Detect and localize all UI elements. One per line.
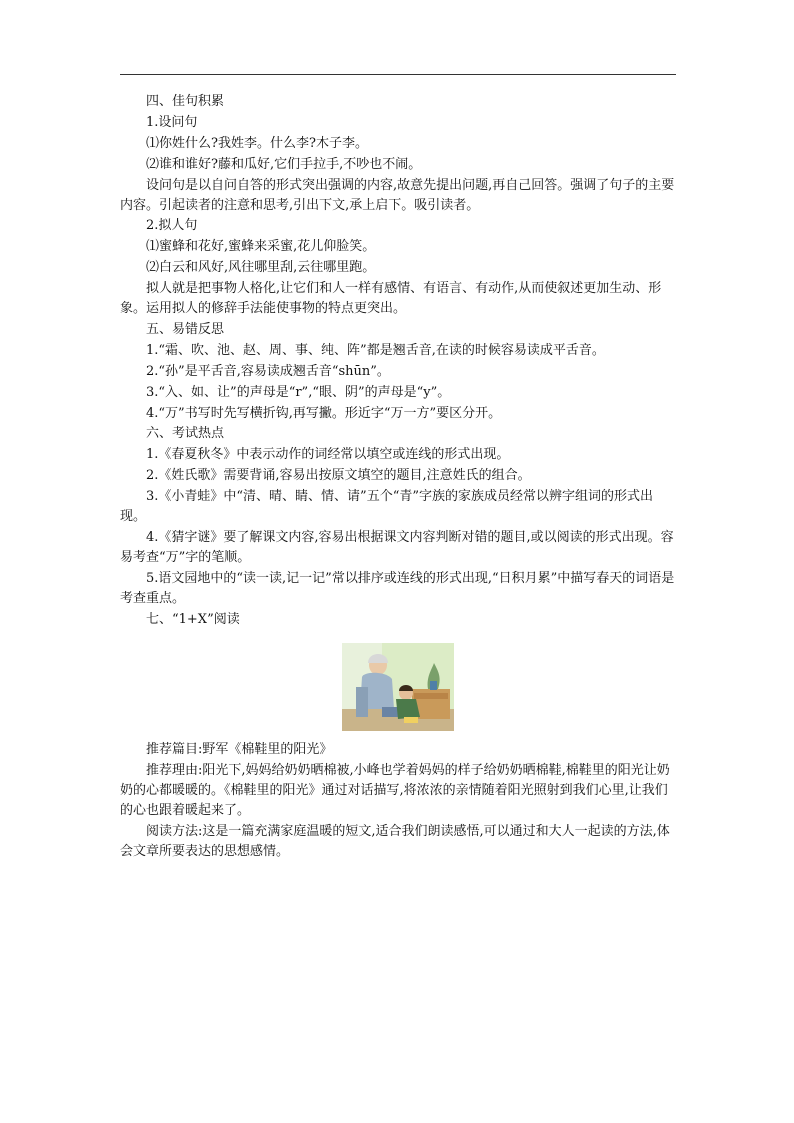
list-item: 4.“万”书写时先写横折钩,再写撇。形近字“万一方”要区分开。 [146, 405, 502, 421]
explanation-paragraph: 拟人就是把事物人格化,让它们和人一样有感情、有语言、有动作,从而使叙述更加生动、形象。运用拟人的修辞手法能使事物的特点更突出。 [120, 281, 662, 317]
recommended-title: 推荐篇目:野军《棉鞋里的阳光》 [146, 741, 333, 757]
section-heading-4: 四、佳句积累 [146, 94, 225, 109]
list-item: 1.《春夏秋冬》中表示动作的词经常以填空或连线的形式出现。 [146, 447, 510, 463]
reading-method: 阅读方法:这是一篇充满家庭温暖的短文,适合我们朗读感悟,可以通过和大人一起读的方法,体会文章所要表达的思想感情。 [120, 823, 670, 859]
recommend-reason: 推荐理由:阳光下,妈妈给奶奶晒棉被,小峰也学着妈妈的样子给奶奶晒棉鞋,棉鞋里的阳光让奶奶的心都暖暖的。《棉鞋里的阳光》通过对话描写,将浓浓的亲情随着阳光照射到我们心里,让我们的心也跟着暖起来了。 [120, 762, 670, 818]
list-item: 3.《小青蛙》中“清、晴、睛、情、请”五个“青”字族的家族成员经常以辨字组词的形式出现。 [120, 489, 653, 525]
section-heading-5: 五、易错反思 [146, 322, 225, 338]
list-item: 1.“霜、吹、池、赵、周、事、纯、阵”都是翘舌音,在读的时候容易读成平舌音。 [146, 342, 605, 358]
list-item: 5.语文园地中的“读一读,记一记”常以排序或连线的形式出现,“日积月累”中描写春天的词语是考查重点。 [120, 570, 675, 606]
illustration-grandma-and-child [342, 643, 454, 731]
subsection-title: 1.设问句 [146, 114, 198, 130]
header-rule [120, 74, 676, 75]
example-line: ⑴蜜蜂和花好,蜜蜂来采蜜,花儿仰脸笑。 [146, 239, 376, 255]
example-line: ⑵谁和谁好?藤和瓜好,它们手拉手,不吵也不闹。 [146, 156, 422, 172]
subsection-title: 2.拟人句 [146, 218, 198, 234]
list-item: 3.“入、如、让”的声母是“r”,“眼、阴”的声母是“y”。 [146, 384, 451, 400]
list-item: 2.“孙”是平舌音,容易读成翘舌音“shūn”。 [146, 363, 390, 379]
section-heading-7: 七、“1+X”阅读 [146, 611, 240, 627]
example-line: ⑴你姓什么?我姓李。什么李?木子李。 [146, 135, 368, 151]
example-line: ⑵白云和风好,风往哪里刮,云往哪里跑。 [146, 260, 376, 276]
explanation-paragraph: 设问句是以自问自答的形式突出强调的内容,故意先提出问题,再自己回答。强调了句子的主要内容。引起读者的注意和思考,引出下文,承上启下。吸引读者。 [120, 177, 675, 213]
list-item: 4.《猜字谜》要了解课文内容,容易出根据课文内容判断对错的题目,或以阅读的形式出现。容易考查“万”字的笔顺。 [120, 530, 674, 566]
list-item: 2.《姓氏歌》需要背诵,容易出按原文填空的题目,注意姓氏的组合。 [146, 468, 531, 484]
illustration-image [342, 643, 454, 731]
document-body [120, 92, 676, 862]
section-heading-6: 六、考试热点 [146, 426, 225, 442]
